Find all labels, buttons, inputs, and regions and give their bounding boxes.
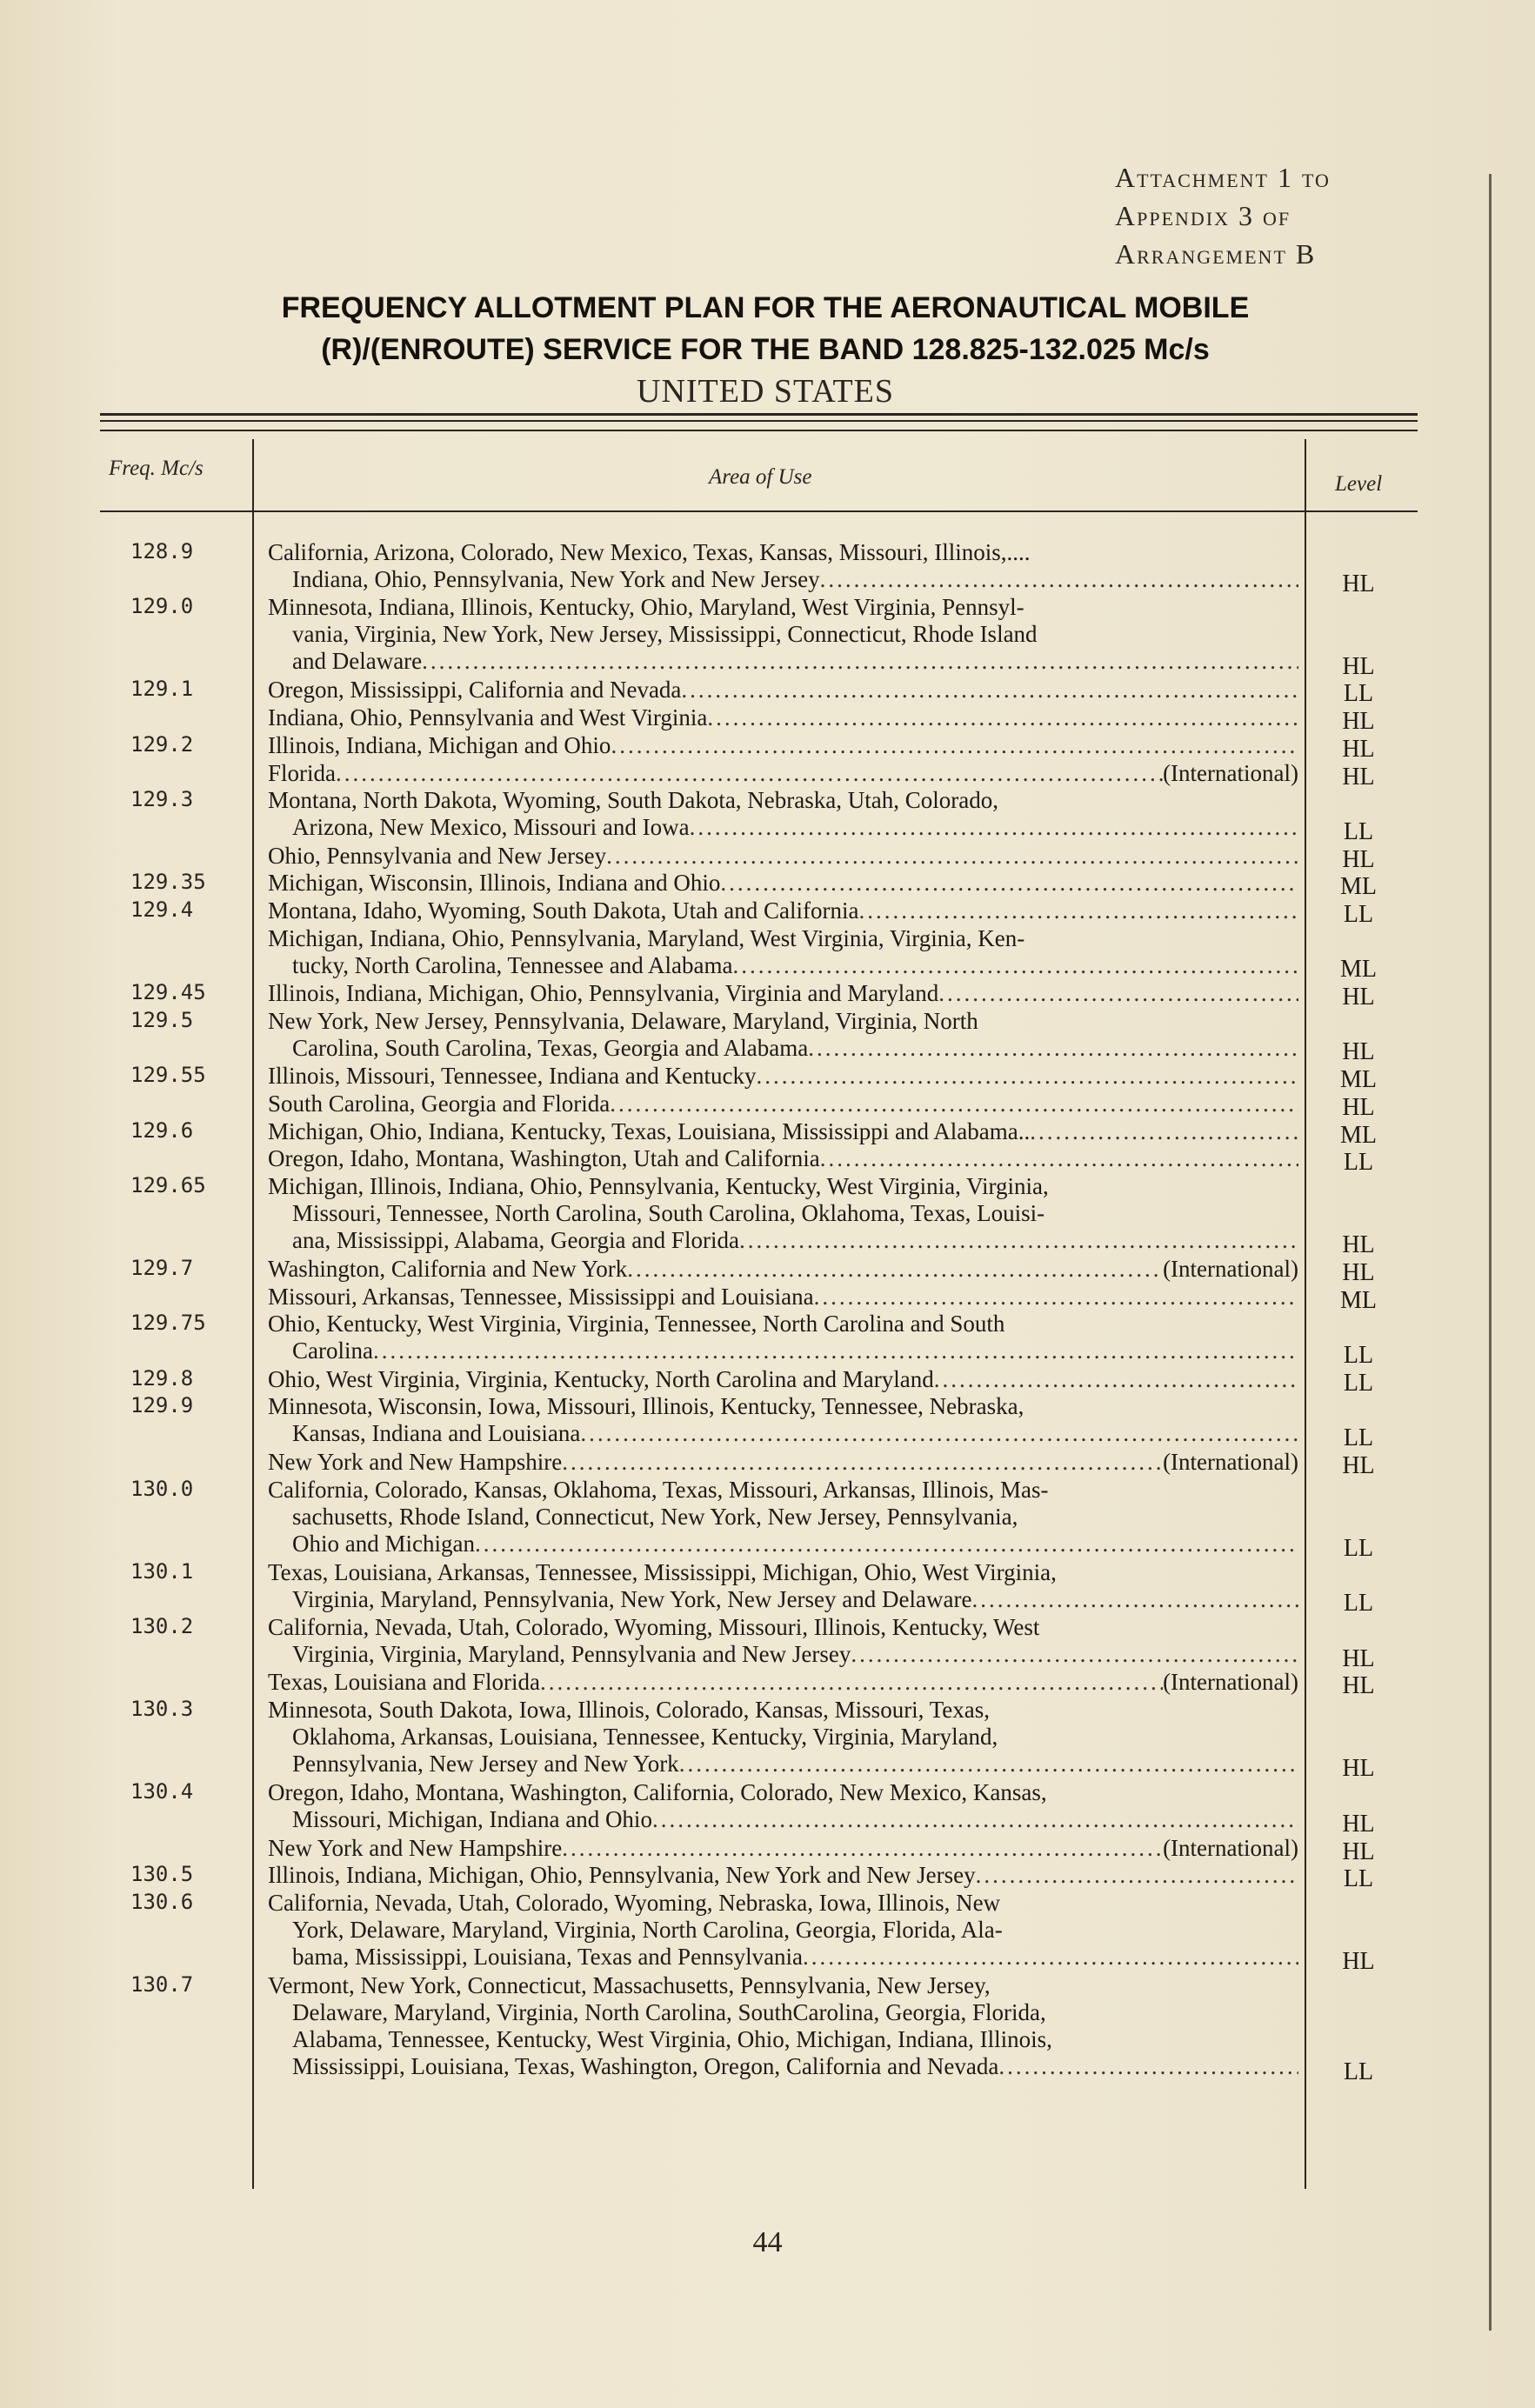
area-line <box>268 1420 1298 1447</box>
dot-leader <box>475 1531 1298 1558</box>
area-line <box>268 1035 1298 1062</box>
level-cell: ML <box>1340 1121 1377 1149</box>
area-of-use-cell <box>268 925 1298 979</box>
frequency-cell: 130.4 <box>130 1779 194 1804</box>
area-of-use-cell <box>268 870 1298 897</box>
dot-leader <box>803 1944 1298 1971</box>
area-text: Pennsylvania, New Jersey and New York <box>292 1751 679 1778</box>
area-of-use-cell <box>268 594 1298 675</box>
area-line <box>268 897 1298 924</box>
area-line: Ohio, Kentucky, West Virginia, Virginia, Tennessee, North Carolina and South <box>268 1311 1005 1337</box>
area-line: Montana, North Dakota, Wyoming, South Dakota, Nebraska, Utah, Colorado, <box>268 787 998 814</box>
area-line <box>268 1669 1298 1696</box>
frequency-cell: 129.6 <box>130 1117 194 1143</box>
area-of-use-cell <box>268 787 1298 841</box>
area-text: Carolina, South Carolina, Texas, Georgia and Alabama <box>292 1034 809 1061</box>
area-of-use-cell <box>268 677 1298 704</box>
frequency-cell: 129.75 <box>130 1311 206 1336</box>
area-of-use-cell <box>268 704 1298 731</box>
area-text: Michigan, Wisconsin, Illinois, Indiana and Ohio <box>268 870 721 897</box>
dot-leader <box>1030 1118 1298 1145</box>
dot-leader <box>707 704 1298 731</box>
table-row <box>0 1311 1535 1370</box>
frequency-cell: 130.1 <box>130 1558 194 1584</box>
area-of-use-cell <box>268 1091 1298 1117</box>
area-of-use-cell <box>268 1366 1298 1393</box>
table-row <box>0 1393 1535 1452</box>
table-row <box>0 1117 1535 1149</box>
frequency-cell: 130.3 <box>130 1697 194 1722</box>
frequency-cell: 129.0 <box>130 594 194 619</box>
area-line: Minnesota, Wisconsin, Iowa, Missouri, Illinois, Kentucky, Tennessee, Nebraska, <box>268 1393 1024 1420</box>
dot-leader <box>757 1063 1298 1090</box>
frequency-cell: 129.9 <box>130 1393 194 1418</box>
area-text: and Delaware <box>292 648 423 675</box>
dot-leader <box>540 1669 1163 1696</box>
area-text: Ohio, West Virginia, Virginia, Kentucky, North Carolina and Maryland <box>268 1365 934 1392</box>
area-line <box>268 760 1298 787</box>
area-line <box>268 1063 1298 1090</box>
area-line: Oklahoma, Arkansas, Louisiana, Tennessee, Kentucky, Virginia, Maryland, <box>292 1724 998 1751</box>
dot-leader <box>606 843 1298 870</box>
international-note: (International) <box>1163 1256 1298 1282</box>
level-cell: HL <box>1342 735 1375 763</box>
title-line: (R)/(ENROUTE) SERVICE FOR THE BAND 128.825-132.025 Mc/s <box>321 333 1210 366</box>
table-row <box>0 1558 1535 1618</box>
dot-leader <box>562 1449 1163 1476</box>
level-cell: LL <box>1343 1369 1374 1397</box>
area-of-use-cell <box>268 1779 1298 1833</box>
dot-leader <box>732 952 1298 979</box>
dot-leader <box>336 760 1163 787</box>
table-row <box>0 1365 1535 1397</box>
area-text: Ohio, Pennsylvania and New Jersey <box>268 842 607 869</box>
area-of-use-cell <box>268 1697 1298 1778</box>
level-cell: HL <box>1342 1838 1375 1865</box>
attachment-line: Appendix 3 of <box>1115 200 1291 231</box>
dot-leader <box>681 677 1298 704</box>
frequency-cell: 130.7 <box>130 1972 194 1998</box>
table-row <box>0 539 1535 597</box>
level-cell: ML <box>1340 873 1377 901</box>
area-text: South Carolina, Georgia and Florida <box>268 1090 611 1117</box>
area-line: Minnesota, South Dakota, Iowa, Illinois, Colorado, Kansas, Missouri, Texas, <box>268 1697 991 1724</box>
table-row <box>0 760 1535 788</box>
area-of-use-cell <box>268 1063 1298 1090</box>
area-line: California, Colorado, Kansas, Oklahoma, Texas, Missouri, Arkansas, Illinois, Mas- <box>268 1476 1049 1503</box>
area-of-use-cell <box>268 1614 1298 1668</box>
area-line: California, Nevada, Utah, Colorado, Wyoming, Missouri, Illinois, Kentucky, West <box>268 1614 1040 1641</box>
area-line <box>268 677 1298 704</box>
dot-leader <box>720 870 1298 897</box>
area-text: Oregon, Mississippi, California and Nevada <box>268 677 682 704</box>
area-line <box>268 1091 1298 1117</box>
area-text: Oregon, Idaho, Montana, Washington, Utah and California <box>268 1145 820 1172</box>
area-text: Missouri, Michigan, Indiana and Ohio <box>292 1806 652 1833</box>
area-text: Kansas, Indiana and Louisiana <box>292 1420 581 1447</box>
area-of-use-cell <box>268 1256 1298 1283</box>
level-cell: HL <box>1342 1755 1375 1783</box>
table-row <box>0 924 1535 984</box>
dot-leader <box>859 897 1299 924</box>
area-text: Michigan, Ohio, Indiana, Kentucky, Texas, Louisiana, Mississippi and Alabama.. <box>268 1117 1031 1144</box>
level-cell: LL <box>1343 1149 1374 1177</box>
area-line <box>268 732 1298 759</box>
frequency-cell: 129.8 <box>130 1365 194 1391</box>
page-number: 44 <box>752 2226 783 2258</box>
table-row <box>0 1256 1535 1284</box>
frequency-cell: 128.9 <box>130 539 194 564</box>
area-text: bama, Mississippi, Louisiana, Texas and Pennsylvania <box>292 1943 804 1970</box>
table-row <box>0 1449 1535 1477</box>
frequency-cell: 130.6 <box>130 1889 194 1914</box>
frequency-cell: 129.45 <box>130 980 206 1005</box>
area-text: Indiana, Ohio, Pennsylvania, New York and New Jersey <box>292 566 820 592</box>
area-of-use-cell <box>268 732 1298 759</box>
area-of-use-cell <box>268 1477 1298 1558</box>
area-text: Illinois, Missouri, Tennessee, Indiana and Kentucky <box>268 1063 757 1090</box>
table-row <box>0 1779 1535 1838</box>
area-of-use-cell <box>268 1145 1298 1172</box>
area-line <box>268 1586 1298 1613</box>
level-cell: HL <box>1342 1644 1375 1672</box>
area-of-use-cell <box>268 1393 1298 1447</box>
level-cell: HL <box>1342 1231 1375 1259</box>
table-row <box>0 1145 1535 1177</box>
title-line: FREQUENCY ALLOTMENT PLAN FOR THE AERONAUTICAL MOBILE <box>281 291 1250 324</box>
area-line <box>268 980 1298 1007</box>
area-text: Montana, Idaho, Wyoming, South Dakota, Utah and California <box>268 897 859 924</box>
area-line <box>268 566 1298 593</box>
table-row <box>0 1063 1535 1094</box>
dot-leader <box>820 566 1298 593</box>
area-line <box>268 648 1298 675</box>
frequency-cell: 129.3 <box>130 787 194 812</box>
area-line: Oregon, Idaho, Montana, Washington, California, Colorado, New Mexico, Kansas, <box>268 1779 1047 1806</box>
table-row <box>0 1614 1535 1672</box>
table-row <box>0 594 1535 680</box>
level-cell: LL <box>1343 2058 1374 2086</box>
table-row <box>0 980 1535 1011</box>
level-cell: LL <box>1343 1534 1374 1562</box>
area-text: Illinois, Indiana, Michigan, Ohio, Pennsylvania, Virginia and Maryland <box>268 980 939 1007</box>
dot-leader <box>814 1284 1298 1311</box>
level-cell: HL <box>1342 570 1375 597</box>
level-cell: HL <box>1342 763 1375 790</box>
table-row <box>0 1835 1535 1863</box>
dot-leader <box>934 1366 1298 1393</box>
dot-leader <box>938 980 1298 1007</box>
frequency-cell: 129.4 <box>130 897 194 922</box>
table-row <box>0 1697 1535 1783</box>
area-of-use-cell <box>268 760 1298 787</box>
frequency-cell: 130.5 <box>130 1862 194 1887</box>
level-cell: HL <box>1342 845 1375 873</box>
dot-leader <box>739 1227 1298 1254</box>
area-of-use-cell <box>268 1118 1298 1145</box>
area-text: Virginia, Maryland, Pennsylvania, New York, New Jersey and Delaware <box>292 1585 972 1612</box>
table-row <box>0 1889 1535 1976</box>
level-cell: ML <box>1340 956 1377 984</box>
frequency-cell: 129.7 <box>130 1256 194 1280</box>
level-cell: HL <box>1342 1451 1375 1479</box>
area-of-use-cell <box>268 1173 1298 1254</box>
level-cell: HL <box>1342 1948 1375 1976</box>
dot-leader <box>611 732 1298 759</box>
area-line <box>268 2053 1298 2080</box>
frequency-cell: 129.35 <box>130 870 206 895</box>
international-note: (International) <box>1163 1448 1298 1475</box>
area-text: Illinois, Indiana, Michigan and Ohio <box>268 731 611 758</box>
dot-leader <box>580 1420 1298 1447</box>
level-cell: ML <box>1340 1066 1377 1094</box>
area-line <box>268 1449 1298 1476</box>
area-line: Texas, Louisiana, Arkansas, Tennessee, Mississippi, Michigan, Ohio, West Virginia, <box>268 1558 1057 1585</box>
area-line <box>268 1118 1298 1145</box>
area-of-use-cell <box>268 1311 1298 1364</box>
area-line: York, Delaware, Maryland, Virginia, North Carolina, Georgia, Florida, Ala- <box>292 1916 1003 1943</box>
area-line <box>268 952 1298 979</box>
area-of-use-cell <box>268 897 1298 924</box>
area-line <box>268 1944 1298 1971</box>
attachment-line: Attachment 1 to <box>1115 162 1331 193</box>
area-of-use-cell <box>268 1972 1298 2080</box>
area-line <box>268 1806 1298 1833</box>
area-text: Ohio and Michigan <box>292 1530 475 1557</box>
area-line <box>268 1531 1298 1558</box>
level-cell: LL <box>1343 1590 1374 1618</box>
area-line <box>268 1256 1298 1283</box>
area-line <box>268 1835 1298 1862</box>
area-of-use-cell <box>268 1449 1298 1476</box>
column-header-level: Level <box>1335 472 1383 496</box>
area-of-use-cell <box>268 1890 1298 1971</box>
table-row <box>0 787 1535 845</box>
area-line <box>268 843 1298 870</box>
area-of-use-cell <box>268 1559 1298 1613</box>
area-of-use-cell <box>268 1669 1298 1696</box>
dot-leader <box>998 2053 1298 2080</box>
area-of-use-cell <box>268 980 1298 1007</box>
table-top-rule <box>100 430 1418 431</box>
level-cell: HL <box>1342 652 1375 680</box>
area-line <box>268 1145 1298 1172</box>
area-of-use-cell <box>268 1008 1298 1062</box>
dot-leader <box>562 1835 1163 1862</box>
area-text: New York and New Hampshire <box>268 1448 563 1475</box>
level-cell: HL <box>1342 1259 1375 1286</box>
allotment-table-body <box>0 539 1535 2086</box>
area-text: Virginia, Virginia, Maryland, Pennsylvania and New Jersey <box>292 1641 851 1668</box>
level-cell: LL <box>1343 680 1374 708</box>
area-of-use-cell <box>268 1835 1298 1862</box>
level-cell: LL <box>1343 1342 1374 1370</box>
level-cell: HL <box>1342 984 1375 1011</box>
table-row <box>0 731 1535 763</box>
frequency-cell: 129.1 <box>130 677 194 702</box>
area-text: Washington, California and New York <box>268 1256 628 1282</box>
dot-leader <box>610 1091 1298 1117</box>
frequency-cell: 129.5 <box>130 1007 194 1032</box>
dot-leader <box>422 648 1298 675</box>
attachment-reference <box>1115 158 1445 273</box>
table-row <box>0 1669 1535 1700</box>
area-of-use-cell <box>268 843 1298 870</box>
area-text: Florida <box>268 759 336 786</box>
frequency-cell: 130.2 <box>130 1614 194 1639</box>
level-cell: HL <box>1342 1038 1375 1066</box>
area-line: sachusetts, Rhode Island, Connecticut, New York, New Jersey, Pennsylvania, <box>292 1503 1018 1530</box>
area-text: Arizona, New Mexico, Missouri and Iowa <box>292 814 690 841</box>
table-row <box>0 1172 1535 1259</box>
area-of-use-cell <box>268 1284 1298 1311</box>
level-cell: HL <box>1342 1093 1375 1121</box>
frequency-cell: 129.2 <box>130 731 194 757</box>
table-row <box>0 897 1535 928</box>
table-row <box>0 842 1535 873</box>
column-header-freq: Freq. Mc/s <box>109 457 204 480</box>
area-line <box>268 1227 1298 1254</box>
area-text: Mississippi, Louisiana, Texas, Washington, Oregon, California and Nevada <box>292 2053 999 2080</box>
area-line <box>268 870 1298 897</box>
dot-leader <box>971 1586 1298 1613</box>
area-text: Missouri, Arkansas, Tennessee, Mississippi and Louisiana <box>268 1283 814 1310</box>
area-line: New York, New Jersey, Pennsylvania, Delaware, Maryland, Virginia, North <box>268 1007 978 1034</box>
table-row <box>0 1007 1535 1066</box>
area-text: tucky, North Carolina, Tennessee and Alabama <box>292 951 733 978</box>
level-cell: LL <box>1343 1865 1374 1893</box>
table-row <box>0 1476 1535 1562</box>
area-line: Minnesota, Indiana, Illinois, Kentucky, Ohio, Maryland, West Virginia, Pennsyl- <box>268 594 1024 621</box>
document-title <box>130 287 1400 370</box>
level-cell: HL <box>1342 1672 1375 1700</box>
area-line: California, Arizona, Colorado, New Mexico, Texas, Kansas, Missouri, Illinois,.... <box>268 539 1031 565</box>
area-line: Delaware, Maryland, Virginia, North Carolina, SouthCarolina, Georgia, Florida, <box>292 1999 1046 2026</box>
area-of-use-cell <box>268 1862 1298 1889</box>
area-line <box>268 1862 1298 1889</box>
frequency-cell: 130.0 <box>130 1476 194 1501</box>
international-note: (International) <box>1163 1669 1298 1696</box>
area-text: New York and New Hampshire <box>268 1834 563 1861</box>
area-line <box>268 704 1298 731</box>
column-header-area: Area of Use <box>709 465 812 489</box>
table-top-rule <box>100 420 1418 422</box>
header-bottom-rule <box>100 510 1418 512</box>
table-top-rule <box>100 413 1418 416</box>
area-line <box>268 1366 1298 1393</box>
dot-leader <box>690 814 1298 841</box>
dot-leader <box>851 1641 1298 1668</box>
table-row <box>0 704 1535 736</box>
international-note: (International) <box>1163 1834 1298 1861</box>
table-row <box>0 1972 1535 2086</box>
area-line: Missouri, Tennessee, North Carolina, South Carolina, Oklahoma, Texas, Louisi- <box>292 1199 1045 1226</box>
level-cell: ML <box>1340 1286 1377 1314</box>
area-line: Vermont, New York, Connecticut, Massachusetts, Pennsylvania, New Jersey, <box>268 1972 991 1999</box>
document-subtitle: UNITED STATES <box>637 373 894 410</box>
area-line: Michigan, Illinois, Indiana, Ohio, Pennsylvania, Kentucky, West Virginia, Virginia, <box>268 1172 1049 1199</box>
level-cell: LL <box>1343 901 1374 928</box>
area-line: California, Nevada, Utah, Colorado, Wyoming, Nebraska, Iowa, Illinois, New <box>268 1889 1001 1916</box>
dot-leader <box>373 1337 1298 1364</box>
dot-leader <box>627 1256 1163 1283</box>
area-text: Illinois, Indiana, Michigan, Ohio, Pennsylvania, New York and New Jersey <box>268 1862 976 1889</box>
table-row <box>0 1862 1535 1893</box>
area-line: Alabama, Tennessee, Kentucky, West Virginia, Ohio, Michigan, Indiana, Illinois, <box>292 2026 1052 2053</box>
area-line <box>268 1284 1298 1311</box>
level-cell: HL <box>1342 1810 1375 1838</box>
table-row <box>0 1090 1535 1121</box>
area-line: Michigan, Indiana, Ohio, Pennsylvania, Maryland, West Virginia, Virginia, Ken- <box>268 924 1025 951</box>
frequency-cell: 129.55 <box>130 1063 206 1088</box>
table-row <box>0 677 1535 708</box>
table-row <box>0 870 1535 901</box>
area-text: ana, Mississippi, Alabama, Georgia and Florida <box>292 1226 739 1253</box>
international-note: (International) <box>1163 759 1298 786</box>
area-line <box>268 1641 1298 1668</box>
area-line <box>268 1337 1298 1364</box>
area-text: Carolina <box>292 1337 373 1364</box>
area-line <box>268 814 1298 841</box>
area-of-use-cell <box>268 539 1298 593</box>
table-row <box>0 1283 1535 1314</box>
dot-leader <box>808 1035 1298 1062</box>
dot-leader <box>679 1751 1298 1778</box>
frequency-cell: 129.65 <box>130 1172 206 1197</box>
attachment-line: Arrangement B <box>1115 238 1317 270</box>
dot-leader <box>976 1862 1298 1889</box>
area-text: Texas, Louisiana and Florida <box>268 1669 541 1696</box>
dot-leader <box>652 1806 1298 1833</box>
level-cell: HL <box>1342 708 1375 736</box>
area-line <box>268 1751 1298 1778</box>
area-line: vania, Virginia, New York, New Jersey, Mississippi, Connecticut, Rhode Island <box>292 621 1038 648</box>
dot-leader <box>820 1145 1298 1172</box>
area-text: Indiana, Ohio, Pennsylvania and West Virginia <box>268 704 708 731</box>
level-cell: LL <box>1343 1424 1374 1452</box>
level-cell: LL <box>1343 817 1374 845</box>
